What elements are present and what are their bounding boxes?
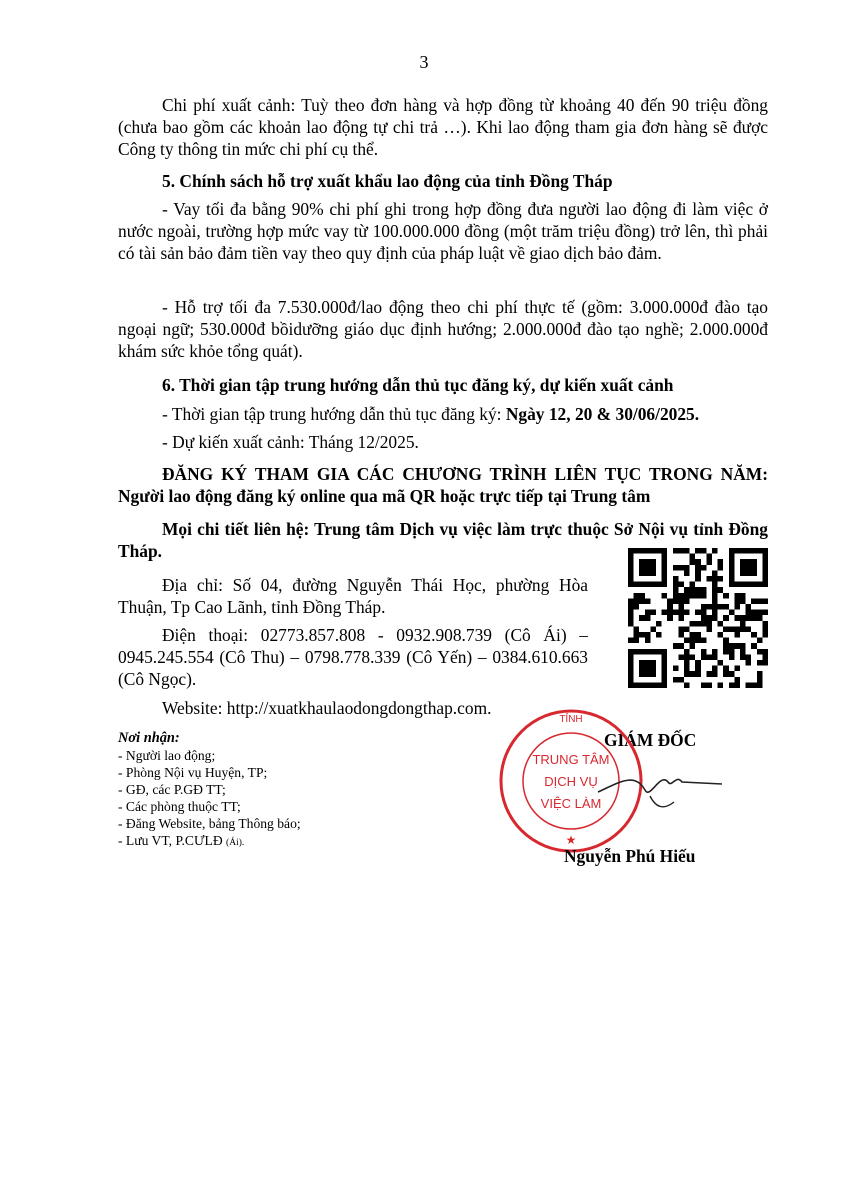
svg-text:TỈNH: TỈNH (559, 714, 583, 725)
recipient-suffix: (Ái). (226, 838, 245, 848)
signature-mark (590, 752, 730, 822)
schedule-dates: Ngày 12, 20 & 30/06/2025. (505, 404, 700, 424)
cost-paragraph: Chi phí xuất cảnh: Tuỳ theo đơn hàng và hợp đồng từ khoảng 40 đến 90 triệu đồng (chưa bao gồm các khoản lao động tự chi trả …). Khi lao động tham gia đơn hàng sẽ được Công ty thông tin mức chi phí cụ thể. (118, 95, 768, 159)
schedule-prefix: - Thời gian tập trung hướng dẫn thủ tục đăng ký: (162, 404, 506, 424)
svg-text:TRUNG TÂM: TRUNG TÂM (532, 752, 610, 767)
recipient-item: - Các phòng thuộc TT; (118, 799, 241, 814)
recipient-item: - Đăng Website, bảng Thông báo; (118, 816, 301, 831)
section6-title: 6. Thời gian tập trung hướng dẫn thủ tục đăng ký, dự kiến xuất cảnh (162, 375, 674, 395)
contact-address: Địa chỉ: Số 04, đường Nguyễn Thái Học, phường Hòa Thuận, Tp Cao Lãnh, tỉnh Đồng Tháp. (118, 575, 588, 617)
section6-departure: - Dự kiến xuất cảnh: Tháng 12/2025. (162, 432, 419, 452)
contact-title: Mọi chi tiết liên hệ: Trung tâm Dịch vụ việc làm trực thuộc Sở Nội vụ tỉnh Đồng Tháp. (118, 519, 768, 561)
recipient-item: - Phòng Nội vụ Huyện, TP; (118, 765, 268, 780)
register-notice: ĐĂNG KÝ THAM GIA CÁC CHƯƠNG TRÌNH LIÊN TỤC TRONG NĂM: Người lao động đăng ký online qua mã QR hoặc trực tiếp tại Trung tâm (118, 464, 768, 506)
recipient-item: - Lưu VT, P.CƯLĐ (118, 833, 223, 848)
contact-phone: Điện thoại: 02773.857.808 - 0932.908.739 (Cô Ái) – 0945.245.554 (Cô Thu) – 0798.778.339 (Cô Yến) – 0384.610.663 (Cô Ngọc). (118, 625, 588, 689)
page-number: 3 (419, 52, 429, 72)
director-name: Nguyễn Phú Hiếu (564, 846, 696, 866)
recipient-item: - GĐ, các P.GĐ TT; (118, 782, 226, 797)
recipients-block (118, 730, 301, 852)
recipients-title: Nơi nhận: (118, 730, 180, 746)
contact-website: Website: http://xuatkhaulaodongdongthap.com. (162, 698, 492, 718)
section6-schedule (118, 403, 768, 425)
svg-text:DỊCH VỤ: DỊCH VỤ (544, 774, 598, 789)
recipient-item: - Người lao động; (118, 748, 216, 763)
svg-text:VIỆC LÀM: VIỆC LÀM (540, 796, 602, 811)
svg-text:★: ★ (565, 833, 577, 847)
recipient-item-last (118, 832, 301, 852)
section5-title: 5. Chính sách hỗ trợ xuất khẩu lao động của tỉnh Đồng Tháp (162, 171, 613, 191)
section5-support: - Hỗ trợ tối đa 7.530.000đ/lao động theo chi phí thực tế (gồm: 3.000.000đ đào tạo ngoại ngữ; 530.000đ bồidưỡng giáo dục định hướng; 2.000.000đ đào tạo nghề; 2.000.000đ khám sức khỏe tổng quát). (118, 297, 768, 361)
section5-loan: - Vay tối đa bằng 90% chi phí ghi trong hợp đồng đưa người lao động đi làm việc ở nước ngoài, trường hợp mức vay từ 100.000.000 đồng (một trăm triệu đồng) trở lên, thì phải có tài sản bảo đảm tiền vay theo quy định của pháp luật về giao dịch bảo đảm. (118, 199, 768, 263)
qr-code[interactable] (628, 548, 768, 688)
director-title: GIÁM ĐỐC (604, 730, 697, 750)
